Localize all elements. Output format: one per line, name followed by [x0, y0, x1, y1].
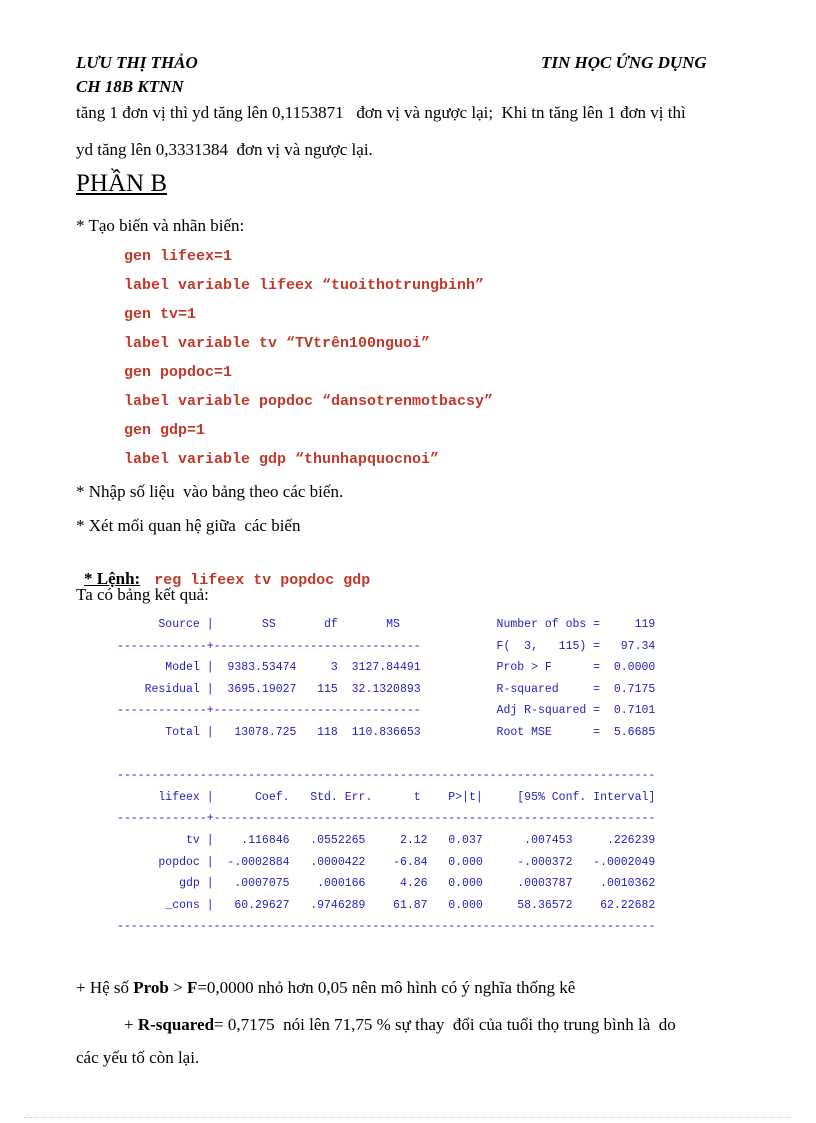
text-run: + Hệ số [76, 978, 134, 997]
code-line: label variable gdp “thunhapquocnoi” [124, 451, 440, 468]
rsquared-term: R-squared [137, 1015, 215, 1034]
conclusion-prob [76, 978, 575, 998]
stata-line: Model | 9383.53474 3 3127.84491 Prob > F = 0.0000 [117, 661, 656, 674]
text-run: = 0,7175 nói lên 71,75 % sự thay đổi của tuổi thọ trung bình là do [214, 1015, 676, 1034]
conclusion-rsquared [124, 1015, 676, 1035]
command-text: reg lifeex tv popdoc gdp [154, 572, 371, 589]
stata-line: lifeex | Coef. Std. Err. t P>|t| [95% Conf. Interval] [117, 791, 656, 804]
text-run: =0,0000 nhỏ hơn 0,05 nên mô hình có ý nghĩa thống kê [197, 978, 576, 997]
stata-line: ------------------------------------------------------------------------------ [117, 769, 656, 782]
code-line: gen gdp=1 [124, 422, 206, 439]
stata-line: gdp | .0007075 .000166 4.26 0.000 .0003787 .0010362 [117, 877, 656, 890]
conclusion-rsquared-cont: các yếu tố còn lại. [76, 1048, 200, 1067]
stata-line: Residual | 3695.19027 115 32.1320893 R-squared = 0.7175 [117, 683, 656, 696]
subject-title: TIN HỌC ỨNG DỤNG [541, 53, 707, 72]
code-line: gen tv=1 [124, 306, 197, 323]
stata-line: -------------+---------------------------------------------------------------- [117, 812, 656, 825]
f-term: F [186, 978, 198, 997]
stata-line: -------------+------------------------------ F( 3, 115) = 97.34 [117, 640, 656, 653]
code-line: label variable tv “TVtrên100nguoi” [124, 335, 431, 352]
code-line: label variable popdoc “dansotrenmotbacsy” [124, 393, 494, 410]
stata-line: Total | 13078.725 118 110.836653 Root MSE = 5.6685 [117, 726, 656, 739]
stata-line: popdoc | -.0002884 .0000422 -6.84 0.000 -.000372 -.0002049 [117, 856, 656, 869]
stata-line: Source | SS df MS Number of obs = 119 [117, 618, 656, 631]
input-note: * Nhập số liệu vào bảng theo các biến. [76, 482, 344, 501]
intro-line-2: yd tăng lên 0,3331384 đơn vị và ngược lại. [76, 140, 373, 159]
relation-note: * Xét mối quan hệ giữa các biến [76, 516, 301, 535]
author-name: LƯU THỊ THẢO [76, 53, 198, 72]
results-label: Ta có bảng kết quả: [76, 585, 209, 604]
command-line [76, 551, 370, 589]
stata-line: ------------------------------------------------------------------------------ [117, 920, 656, 933]
intro-line-1: tăng 1 đơn vị thì yd tăng lên 0,1153871 đơn vị và ngược lại; Khi tn tăng lên 1 đơn vị thì [76, 103, 686, 122]
class-code: CH 18B KTNN [76, 77, 184, 96]
section-title: PHẦN B [76, 170, 167, 197]
create-vars-label: * Tạo biến và nhãn biến: [76, 216, 245, 235]
text-run: + [124, 1015, 138, 1034]
prob-term: Prob [133, 978, 169, 997]
command-label: * Lệnh: [84, 569, 141, 588]
stata-line: tv | .116846 .0552265 2.12 0.037 .007453 .226239 [117, 834, 656, 847]
stata-line: -------------+------------------------------ Adj R-squared = 0.7101 [117, 704, 656, 717]
code-line: gen lifeex=1 [124, 248, 233, 265]
text-run: > [168, 978, 187, 997]
page-bottom-divider [24, 1117, 792, 1118]
stata-line: _cons | 60.29627 .9746289 61.87 0.000 58.36572 62.22682 [117, 899, 656, 912]
code-line: gen popdoc=1 [124, 364, 233, 381]
code-line: label variable lifeex “tuoithotrungbinh” [124, 277, 485, 294]
